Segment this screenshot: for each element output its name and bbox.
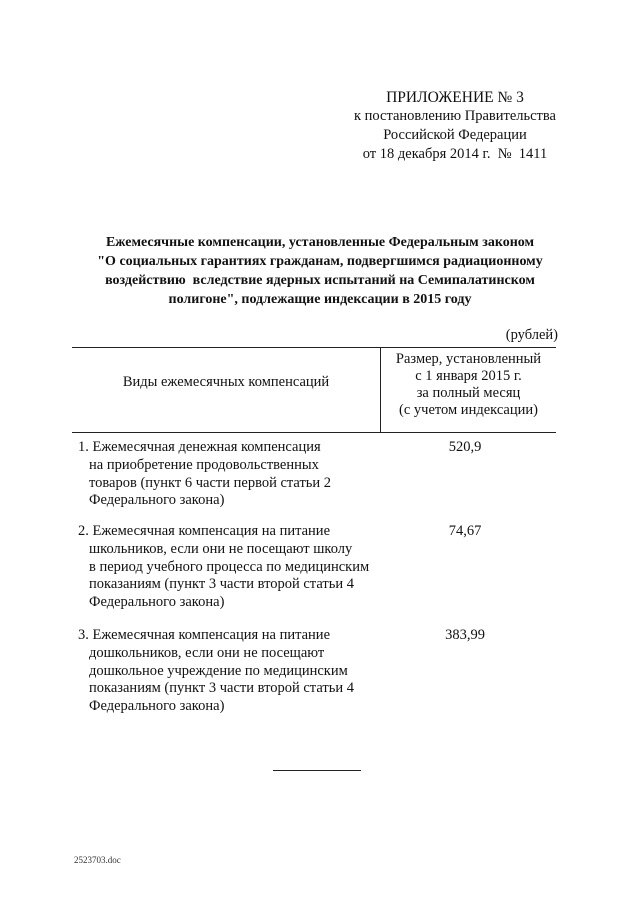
- table-row-1-text: [78, 439, 378, 510]
- table-row-3-text: [78, 627, 378, 716]
- file-name-footer: 2523703.doc: [74, 855, 121, 865]
- row-line: 1. Ежемесячная денежная компенсация: [78, 439, 321, 455]
- column-header-amount: [381, 351, 556, 419]
- appendix-header: [310, 88, 600, 164]
- row-line: 2. Ежемесячная компенсация на питание: [78, 523, 331, 539]
- table-row-1-value: 520,9: [448, 439, 482, 455]
- row-line: Федерального закона): [89, 698, 225, 715]
- table-row-3-value: 383,99: [445, 627, 485, 643]
- row-line: показаниям (пункт 3 части второй статьи 4: [89, 576, 354, 593]
- end-of-document-rule: [273, 770, 361, 771]
- title-line: "О социальных гарантиях гражданам, подвергшимся радиационному: [97, 254, 543, 269]
- document-title: [60, 233, 580, 309]
- row-line: товаров (пункт 6 части первой статьи 2: [89, 474, 332, 491]
- row-line: дошкольников, если они не посещают: [89, 644, 325, 661]
- appendix-date-line: от 18 декабря 2014 г. № 1411: [362, 146, 548, 162]
- row-line: на приобретение продовольственных: [89, 456, 319, 473]
- table-row-2-value: 74,67: [448, 523, 482, 539]
- title-line: полигоне", подлежащие индексации в 2015 году: [168, 292, 472, 307]
- column-header-types: Виды ежемесячных компенсаций: [122, 374, 330, 390]
- column-header-line: (с учетом индексации): [399, 402, 538, 418]
- row-line: в период учебного процесса по медицинским: [89, 558, 370, 575]
- appendix-line: Российской Федерации: [383, 127, 527, 143]
- appendix-title: ПРИЛОЖЕНИЕ № 3: [386, 89, 524, 106]
- row-line: показаниям (пункт 3 части второй статьи 4: [89, 680, 354, 697]
- table-header-rule: [72, 432, 556, 433]
- column-header-line: с 1 января 2015 г.: [415, 368, 522, 384]
- column-header-line: за полный месяц: [416, 385, 521, 401]
- column-header-line: Размер, установленный: [395, 351, 542, 367]
- title-line: воздействию вследствие ядерных испытаний на Семипалатинском: [105, 273, 535, 288]
- row-line: 3. Ежемесячная компенсация на питание: [78, 627, 331, 643]
- row-line: школьников, если они не посещают школу: [89, 540, 353, 557]
- table-row-2-text: [78, 523, 378, 612]
- appendix-line: к постановлению Правительства: [354, 108, 556, 124]
- title-line: Ежемесячные компенсации, установленные Федеральным законом: [105, 235, 535, 250]
- row-line: дошкольное учреждение по медицинским: [89, 662, 348, 679]
- row-line: Федерального закона): [89, 594, 225, 611]
- unit-label: (рублей): [505, 327, 558, 343]
- row-line: Федерального закона): [89, 492, 225, 509]
- table-top-rule: [72, 347, 556, 348]
